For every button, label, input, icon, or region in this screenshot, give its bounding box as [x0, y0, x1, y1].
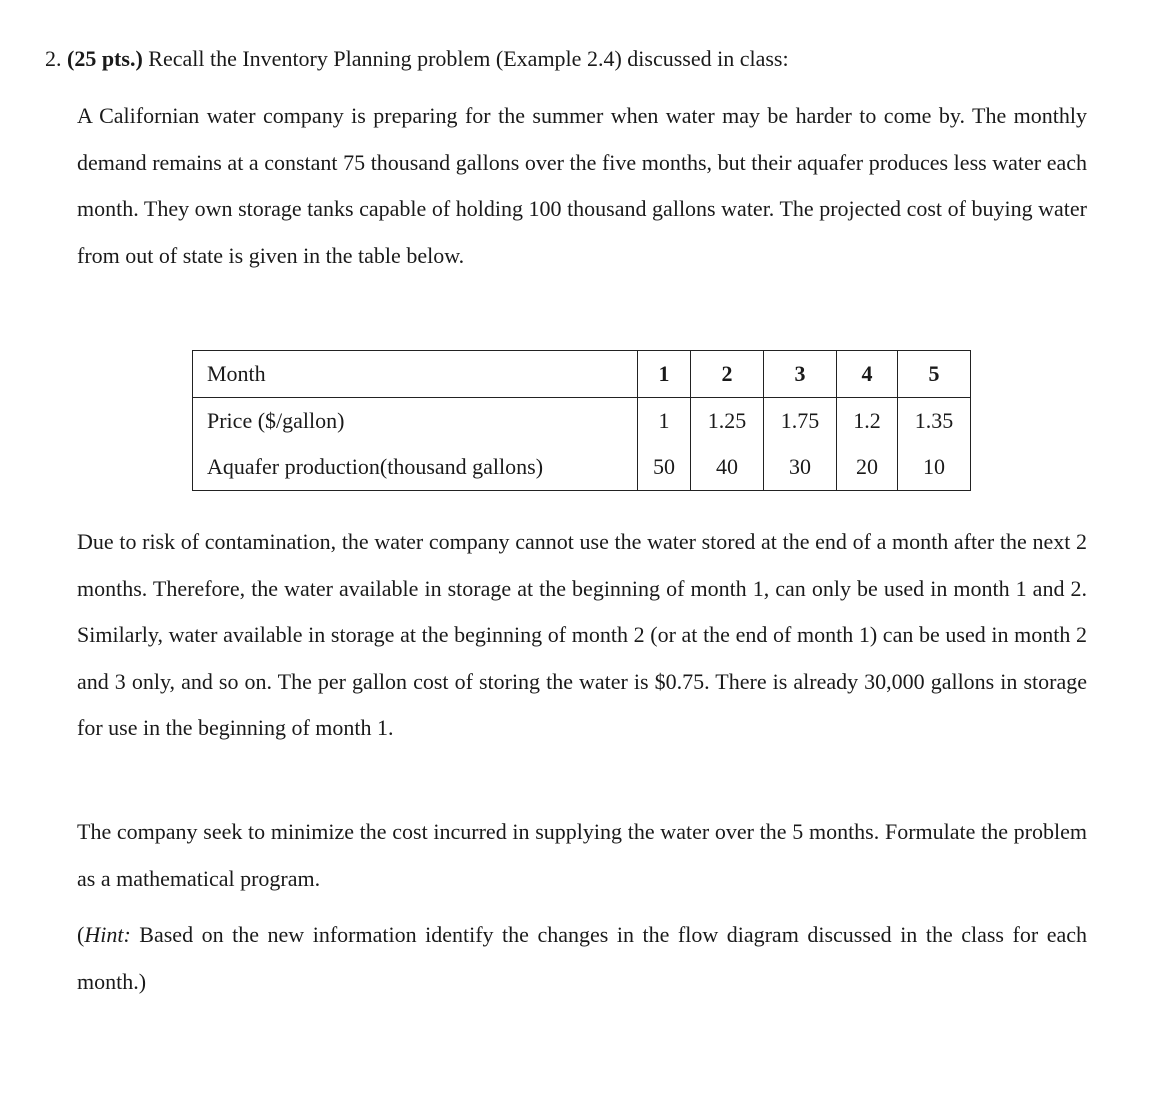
objective-statement: The company seek to minimize the cost incurred in supplying the water over the 5 months. Formulate the problem as a mathematical program.: [77, 819, 1087, 891]
question-points: (25 pts.): [67, 46, 143, 71]
table-cell: 1.2: [837, 398, 898, 445]
hint-text: Based on the new information identify the changes in the flow diagram discussed in the class for each month.): [77, 922, 1087, 994]
question-header: [45, 42, 789, 76]
table-cell: 5: [898, 351, 971, 398]
table-row-price: [193, 398, 971, 445]
table-cell: 2: [691, 351, 764, 398]
table-row-label: Aquafer production(thousand gallons): [207, 454, 544, 479]
table-cell: 20: [837, 444, 898, 491]
problem-description: A Californian water company is preparing for the summer when water may be harder to come by. The monthly demand remains at a constant 75 thousand gallons over the five months, but their aquafer produces less water each month. They own storage tanks capable of holding 100 thousand gallons water. The projected cost of buying water from out of state is given in the table below.: [77, 103, 1087, 268]
table-cell: 10: [898, 444, 971, 491]
contamination-constraints: Due to risk of contamination, the water company cannot use the water stored at the end of a month after the next 2 months. Therefore, the water available in storage at the beginning of month 1, can only be used in month 1 and 2. Similarly, water available in storage at the beginning of month 2 (or at the end of month 1) can be used in month 2 and 3 only, and so on. The per gallon cost of storing the water is $0.75. There is already 30,000 gallons in storage for use in the beginning of month 1.: [77, 529, 1087, 741]
hint-open-paren: (: [77, 922, 85, 947]
table-cell: 1.75: [764, 398, 837, 445]
table-cell: 1.25: [691, 398, 764, 445]
table-cell: 1.35: [898, 398, 971, 445]
table-cell: 1: [638, 351, 691, 398]
table-cell: 50: [638, 444, 691, 491]
table-row-production: [193, 444, 971, 491]
question-number: 2.: [45, 46, 62, 71]
question-intro: Recall the Inventory Planning problem (Example 2.4) discussed in class:: [148, 46, 789, 71]
table-cell: 30: [764, 444, 837, 491]
hint-label: Hint:: [84, 922, 131, 947]
price-production-table: [192, 350, 971, 491]
table-row-month: [193, 351, 971, 398]
table-row-label: Price ($/gallon): [207, 408, 345, 433]
table-cell: 40: [691, 444, 764, 491]
table-cell: 4: [837, 351, 898, 398]
table-row-label: Month: [193, 351, 638, 398]
table-cell: 1: [638, 398, 691, 445]
table-cell: 3: [764, 351, 837, 398]
hint-paragraph: [77, 912, 1087, 1005]
